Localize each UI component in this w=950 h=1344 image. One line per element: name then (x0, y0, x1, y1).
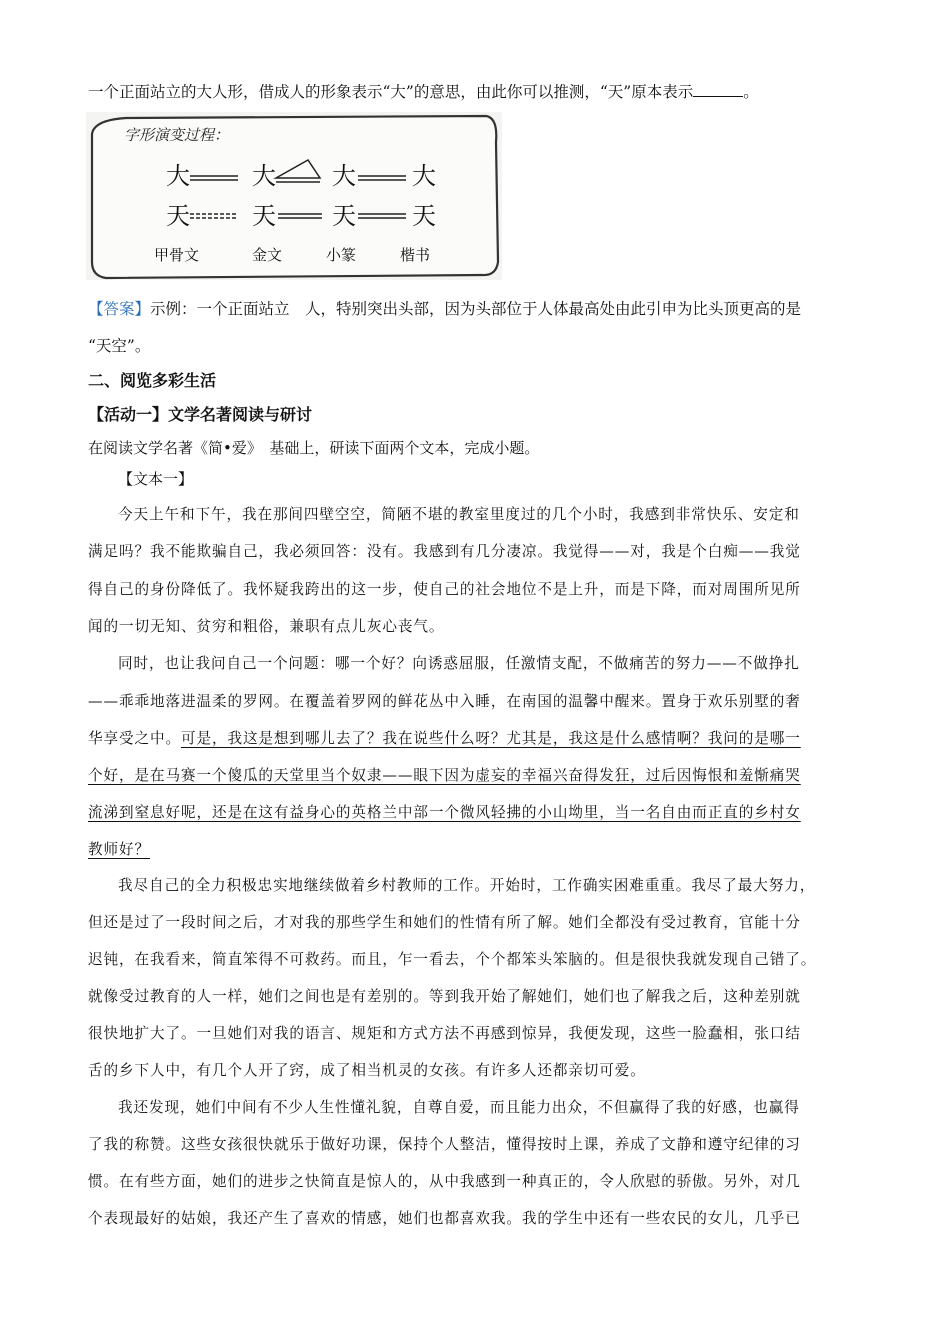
section-title: 二、阅览多彩生活 (88, 371, 217, 390)
activity-title: 【活动一】文学名著阅读与研讨 (88, 405, 313, 424)
paragraph-line: 得自己的身份降低了。我怀疑我跨出的这一步，使自己的社会地位不是上升，而是下降，而对周围所见所 (88, 581, 801, 598)
underlined-line: 教师好？ (88, 841, 150, 858)
figure-title: 字形演变过程： (124, 126, 230, 144)
paragraph-line: 很快地扩大了。一旦她们对我的语言、规矩和方式方法不再感到惊异，我便发现，这些一脸蠢相，张口结 (88, 1025, 801, 1042)
glyph-tian-regular: 天 (412, 202, 436, 230)
answer-line (88, 297, 801, 319)
paragraph-line (88, 727, 801, 748)
paragraph-line: 迟钝，在我看来，简直笨得不可救药。而且，乍一看去，个个都笨头笨脑的。但是很快我就发现自己错了。 (88, 951, 817, 968)
text-one-label: 【文本一】 (118, 470, 194, 488)
intro-question (88, 80, 759, 102)
underlined-segment: 可是，我这是想到哪儿去了？我在说些什么呀？尤其是，我这是什么感情啊？我问的是哪一 (180, 730, 801, 747)
answer-text: 示例：一个正面站立 人，特别突出头部，因为头部位于人体最高处由此引申为比头顶更高的是 (150, 300, 802, 318)
glyph-tian-seal: 天 (332, 202, 356, 230)
intro-text: 一个正面站立的大人形，借成人的形象表示“大”的意思，由此你可以推测，“天”原本表示 (88, 83, 694, 101)
paragraph-line: 但还是过了一段时间之后，才对我的那些学生和她们的性情有所了解。她们全都没有受过教育，官能十分 (88, 914, 801, 931)
reading-instruction: 在阅读文学名著《简•爱》 基础上，研读下面两个文本，完成小题。 (88, 439, 540, 457)
glyph-evolution-figure (86, 112, 502, 280)
paragraph-line: 今天上午和下午，我在那间四壁空空，简陋不堪的教室里度过的几个小时，我感到非常快乐、安定和 (118, 506, 800, 523)
paragraph-line: 我还发现，她们中间有不少人生性懂礼貌，自尊自爱，而且能力出众，不但赢得了我的好感，也赢得 (118, 1099, 800, 1116)
label-oracle-bone: 甲骨文 (154, 246, 200, 264)
answer-tag: 【答案】 (88, 300, 151, 318)
paragraph-line: 满足吗？我不能欺骗自己，我必须回答：没有。我感到有几分凄凉。我觉得——对，我是个白痴——我觉 (88, 543, 801, 560)
glyph-da-regular: 大 (412, 162, 436, 190)
paragraph-line: ——乖乖地落进温柔的罗网。在覆盖着罗网的鲜花丛中入睡，在南国的温馨中醒来。置身于欢乐别墅的奢 (88, 693, 801, 710)
plain-segment: 华享受之中。 (88, 730, 181, 747)
glyph-da-oracle: 大 (166, 162, 190, 190)
paragraph-line: 个表现最好的姑娘，我还产生了喜欢的情感，她们也都喜欢我。我的学生中还有一些农民的女儿，几乎已 (88, 1210, 801, 1227)
glyph-tian-bronze: 天 (252, 202, 276, 230)
underlined-line: 流涕到窒息好呢，还是在这有益身心的英格兰中部一个微风轻拂的小山坳里，当一名自由而正直的乡村女 (88, 804, 801, 821)
label-small-seal: 小篆 (326, 246, 357, 264)
paragraph-line: 我尽自己的全力积极忠实地继续做着乡村教师的工作。开始时，工作确实困难重重。我尽了最大努力， (118, 877, 816, 894)
paragraph-line: 同时，也让我问自己一个问题：哪一个好？向诱惑屈服，任激情支配，不做痛苦的努力——不做挣扎 (118, 655, 800, 672)
answer-line-2: “天空”。 (88, 337, 151, 355)
paragraph-line: 惯。在有些方面，她们的进步之快简直是惊人的，从中我感到一种真正的，令人欣慰的骄傲。另外，对几 (88, 1173, 801, 1190)
paragraph-line: 舌的乡下人中，有几个人开了窍，成了相当机灵的女孩。有许多人还都亲切可爱。 (88, 1062, 646, 1079)
label-bronze: 金文 (252, 246, 283, 264)
paragraph-line: 就像受过教育的人一样，她们之间也是有差别的。等到我开始了解她们，她们也了解我之后，这种差别就 (88, 988, 801, 1005)
glyph-tian-oracle: 天 (166, 202, 190, 230)
intro-end: 。 (743, 83, 759, 101)
underlined-line: 个好，是在马赛一个傻瓜的天堂里当个奴隶——眼下因为虚妄的幸福兴奋得发狂，过后因悔恨和羞惭痛哭 (88, 767, 801, 784)
glyph-da-seal: 大 (332, 162, 356, 190)
glyph-da-bronze: 大 (252, 162, 276, 190)
paragraph-line: 闻的一切无知、贫穷和粗俗，兼职有点儿灰心丧气。 (88, 618, 445, 635)
answer-blank (693, 81, 743, 97)
label-regular: 楷书 (400, 246, 431, 264)
paragraph-line: 了我的称赞。这些女孩很快就乐于做好功课，保持个人整洁，懂得按时上课，养成了文静和遵守纪律的习 (88, 1136, 801, 1153)
